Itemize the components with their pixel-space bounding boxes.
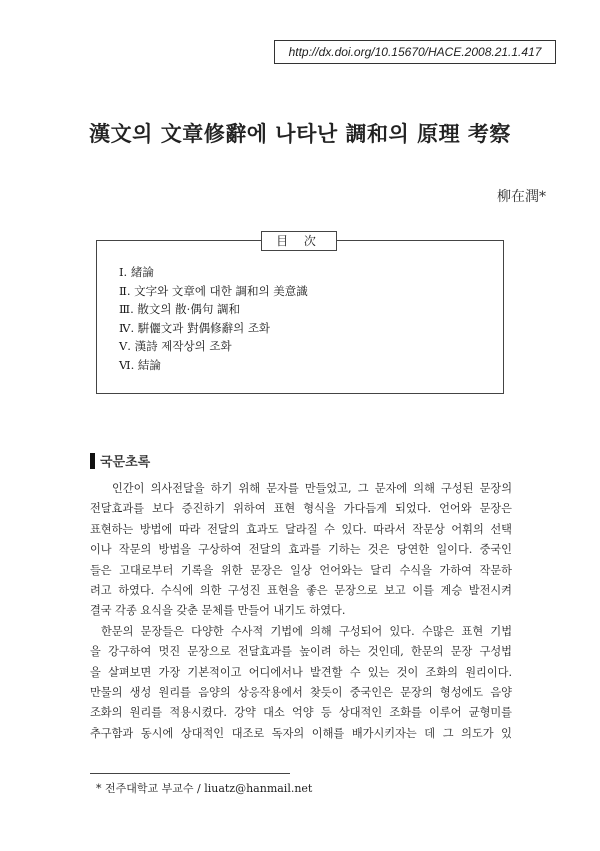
abstract-line: 인간이 의사전달을 하기 위해 문자를 만들었고, 그 문자에 의해 구성된 문장의 xyxy=(112,482,512,495)
heading-marker xyxy=(90,453,95,469)
abstract-line: 표현하는 방법에 따라 전달의 효과도 달라질 수 있다. 따라서 작문상 어휘의 선택 xyxy=(90,522,512,536)
abstract-line: 려고 하였다. 수식에 의한 구성진 표현을 좋은 문장으로 보고 이를 계승 발전시켜 xyxy=(90,584,512,598)
abstract-line: 을 강구하여 멋진 문장으로 전달효과를 높이려 하는 것인데, 한문의 문장 구성법 xyxy=(90,645,512,659)
abstract-heading xyxy=(90,451,150,470)
abstract-line: 결국 각종 요식을 갖춘 문체를 만들어 내기도 하였다. xyxy=(90,604,346,618)
toc-item: Ⅴ. 漢詩 제작상의 조화 xyxy=(119,339,232,354)
abstract-heading-label: 국문초록 xyxy=(100,455,151,470)
abstract-line: 조화의 원리를 적용시켰다. 강약 대소 억양 등 상대적인 조화를 이루어 균형미를 xyxy=(90,706,512,720)
abstract-line: 전달효과를 보다 증진하기 위하여 표현 형식을 가다듬게 되었다. 언어와 문장은 xyxy=(90,502,512,516)
abstract-line: 추구함과 동시에 상대적인 대조로 독자의 이해를 배가시키자는 데 그 의도가 있 xyxy=(90,726,512,740)
toc-item: Ⅰ. 緒論 xyxy=(119,265,154,279)
toc-item: Ⅱ. 文字와 文章에 대한 調和의 美意識 xyxy=(119,283,308,298)
paper-title: 漢文의 文章修辭에 나타난 調和의 原理 考察 xyxy=(89,121,511,146)
abstract-line: 만물의 생성 원리를 음양의 상응작용에서 찾듯이 중국인은 문장의 형성에도 음양 xyxy=(90,686,512,700)
author-name: 柳在潤* xyxy=(497,189,546,205)
abstract-line: 을 살펴보면 가장 기본적이고 어디에서나 발견할 수 있는 것이 조화의 원리이다. xyxy=(90,665,512,679)
toc-item: Ⅳ. 騈儷文과 對偶修辭의 조화 xyxy=(119,320,271,335)
footnote-divider xyxy=(90,773,290,774)
abstract-line: 이나 작문의 방법을 구상하여 전달의 효과를 기하는 것은 당연한 일이다. 중국인 xyxy=(90,543,512,557)
table-of-contents xyxy=(96,234,504,394)
abstract-line: 한문의 문장들은 다양한 수사적 기법에 의해 구성되어 있다. 수많은 표현 기법 xyxy=(101,624,512,638)
author-footnote: * 전주대학교 부교수 / liuatz@hanmail.net xyxy=(96,782,313,795)
toc-list xyxy=(119,263,308,375)
abstract-line: 들은 고대로부터 기록을 위한 문장은 일상 언어와는 달리 수식을 가하여 작문하 xyxy=(90,563,512,577)
toc-item: Ⅵ. 結論 xyxy=(119,357,161,372)
toc-item: Ⅲ. 散文의 散·偶句 調和 xyxy=(119,302,240,317)
doi-link[interactable]: http://dx.doi.org/10.15670/HACE.2008.21.1.417 xyxy=(274,40,556,64)
toc-header: 目 次 xyxy=(261,231,337,251)
abstract-body xyxy=(90,479,512,744)
